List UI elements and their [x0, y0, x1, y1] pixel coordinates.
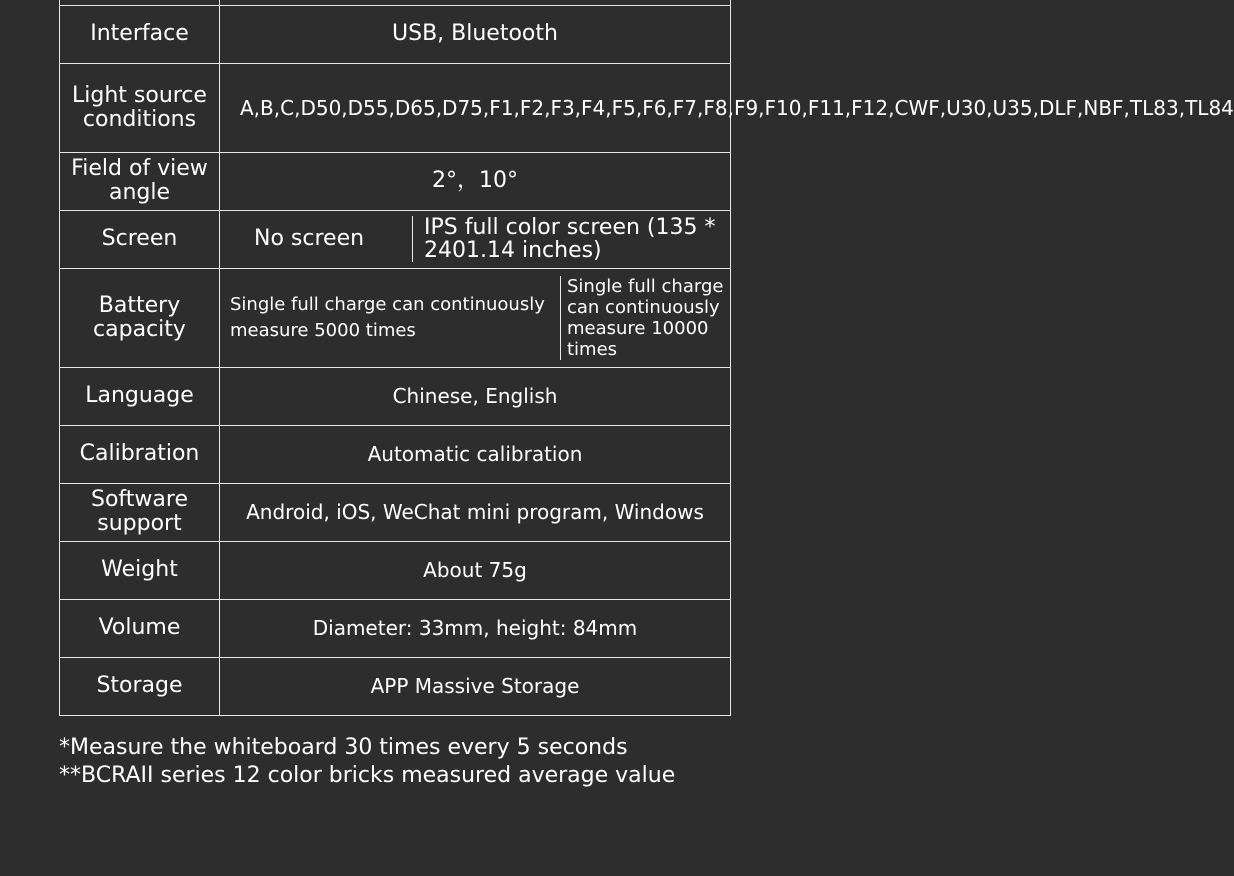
spec-value-software: Android, iOS, WeChat mini program, Windows — [220, 483, 731, 541]
table-row — [60, 63, 731, 152]
spec-label-storage: Storage — [60, 657, 220, 715]
spec-value-language: Chinese, English — [220, 367, 731, 425]
spec-label-language: Language — [60, 367, 220, 425]
spec-label-software: Software support — [60, 483, 220, 541]
table-row — [60, 367, 731, 425]
table-row — [60, 210, 731, 268]
spec-label-interface: Interface — [60, 5, 220, 63]
spec-value-screen — [220, 210, 731, 268]
battery-option-extended: Single full charge can continuously measure 10000 times — [560, 276, 727, 360]
spec-label-field-of-view: Field of view angle — [60, 152, 220, 210]
screen-option-ips: IPS full color screen (135 * 2401.14 inches) — [412, 216, 730, 262]
footnotes — [59, 734, 759, 790]
screen-option-none: No screen — [254, 226, 365, 251]
table-row — [60, 268, 731, 367]
spec-label-volume: Volume — [60, 599, 220, 657]
spec-value-storage: APP Massive Storage — [220, 657, 731, 715]
table-row — [60, 425, 731, 483]
spec-value-calibration: Automatic calibration — [220, 425, 731, 483]
table-row — [60, 599, 731, 657]
spec-value-battery — [220, 268, 731, 367]
spec-label-battery: Battery capacity — [60, 268, 220, 367]
spec-value-field-of-view: 2°，10° — [220, 152, 731, 210]
spec-value-light-source: A,B,C,D50,D55,D65,D75,F1,F2,F3,F4,F5,F6,F7,F8,F9,F10,F11,F12,CWF,U30,U35,DLF,NBF,TL83,TL84 — [220, 63, 731, 152]
table-row — [60, 483, 731, 541]
table-row — [60, 541, 731, 599]
footnote-bcraii: **BCRAII series 12 color bricks measured average value — [59, 763, 676, 788]
spec-value-interface: USB, Bluetooth — [220, 5, 731, 63]
table-row — [60, 152, 731, 210]
spec-label-weight: Weight — [60, 541, 220, 599]
battery-option-standard: Single full charge can continuously measure 5000 times — [230, 293, 545, 341]
footnote-measure: *Measure the whiteboard 30 times every 5 seconds — [59, 735, 628, 760]
spec-value-weight: About 75g — [220, 541, 731, 599]
spec-table — [59, 0, 1234, 716]
table-row — [60, 657, 731, 715]
spec-label-screen: Screen — [60, 210, 220, 268]
spec-value-volume: Diameter: 33mm, height: 84mm — [220, 599, 731, 657]
spec-label-light-source: Light source conditions — [60, 63, 220, 152]
spec-label-calibration: Calibration — [60, 425, 220, 483]
table-row — [60, 5, 731, 63]
